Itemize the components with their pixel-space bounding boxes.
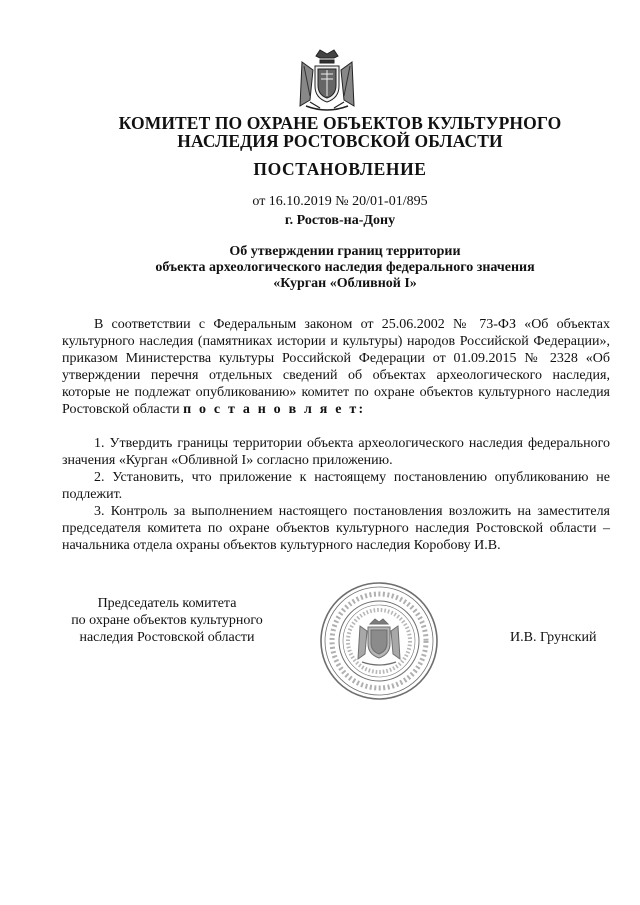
preamble-paragraph [62,316,610,418]
document-type: ПОСТАНОВЛЕНИЕ [253,159,427,179]
subject-line-3: «Курган «Обливной I» [273,276,417,291]
subject-line-1: Об утверждении границ территории [229,244,461,259]
item-2: 2. Установить, что приложение к настоящему постановлению опубликованию не подлежит. [62,470,610,502]
signatory-position [56,595,278,646]
subject-title [130,244,560,292]
org-line-2: НАСЛЕДИЯ РОСТОВСКОЙ ОБЛАСТИ [177,131,503,151]
position-line-3: наследия Ростовской области [79,630,255,645]
seal-icon [318,580,440,702]
item-3: 3. Контроль за выполнением настоящего постановления возложить на заместителя председателя комитета по охране объектов культурного наследия Ростовской области – начальника отдела охраны объектов культурного наследия Коробову И.В. [62,504,610,553]
position-line-2: по охране объектов культурного [71,613,263,628]
subject-line-2: объекта археологического наследия федерального значения [155,260,535,275]
preamble-text: В соответствии с Федеральным законом от 25.06.2002 № 73-ФЗ «Об объектах культурного наследия (памятниках истории и культуры) народов Российской Федерации», приказом Министерства культуры Российской Федерации от 01.09.2015 № 2328 «Об утверждении перечня отдельных сведений об объектах археологического наследия, которые не подлежат опубликованию» комитет по охране объектов культурного наследия Ростовской области [62,317,610,417]
resolves-keyword: п о с т а н о в л я е т: [183,402,366,417]
signatory-name: И.В. Грунский [510,630,597,645]
document-body [62,316,610,554]
date-and-number: от 16.10.2019 № 20/01-01/895 [252,194,428,209]
organization-name [60,114,620,150]
city: г. Ростов-на-Дону [284,213,396,228]
org-line-1: КОМИТЕТ ПО ОХРАНЕ ОБЪЕКТОВ КУЛЬТУРНОГО [118,113,562,133]
coat-of-arms-icon [296,48,358,114]
item-1: 1. Утвердить границы территории объекта археологического наследия федерального значения «Курган «Обливной I» согласно приложению. [62,436,610,468]
position-line-1: Председатель комитета [97,596,237,611]
